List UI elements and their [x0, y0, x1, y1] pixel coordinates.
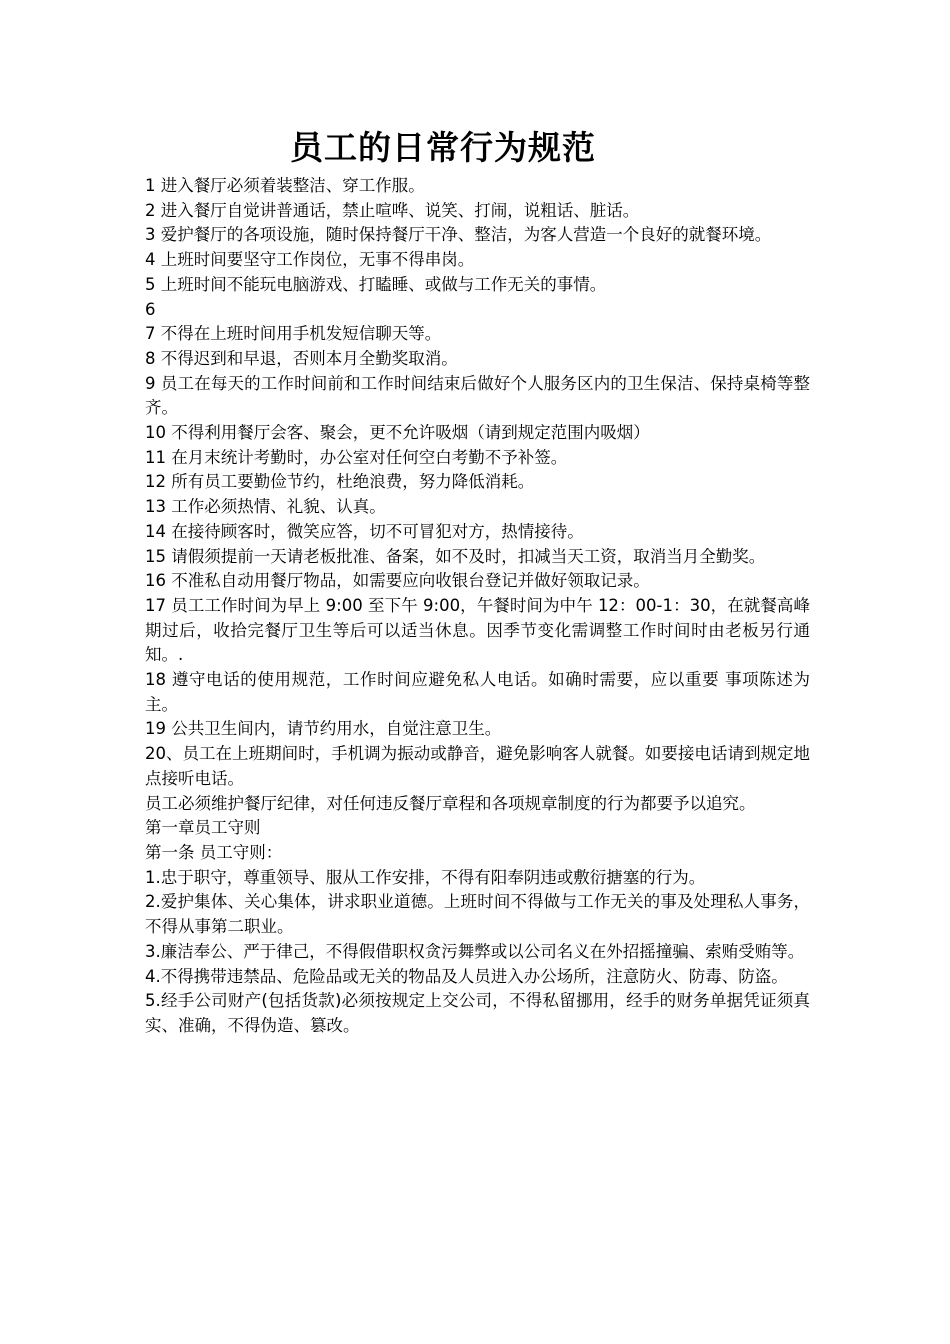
paragraph: 8 不得迟到和早退，否则本月全勤奖取消。 — [145, 348, 458, 368]
section-heading: 第一章员工守则 — [145, 818, 261, 838]
paragraph: 19 公共卫生间内，请节约用水，自觉注意卫生。 — [145, 719, 502, 739]
paragraph: 4.不得携带违禁品、危险品或无关的物品及人员进入办公场所，注意防火、防毒、防盗。 — [145, 966, 788, 986]
paragraph: 15 请假须提前一天请老板批准、备案，如不及时，扣减当天工资，取消当月全勤奖。 — [145, 546, 766, 566]
article-heading: 第一条 员工守则： — [145, 842, 283, 862]
paragraph: 5.经手公司财产(包括货款)必须按规定上交公司，不得私留挪用，经手的财务单据凭证须真实、准确，不得伪造、篡改。 — [145, 991, 810, 1035]
document-body — [145, 174, 810, 1039]
paragraph: 11 在月末统计考勤时，办公室对任何空白考勤不予补签。 — [145, 447, 568, 467]
paragraph: 3 爱护餐厅的各项设施，随时保持餐厅干净、整洁，为客人营造一个良好的就餐环境。 — [145, 225, 772, 245]
paragraph: 17 员工工作时间为早上 9:00 至下午 9:00，午餐时间为中午 12：00-1：30，在就餐高峰期过后，收拾完餐厅卫生等后可以适当休息。因季节变化需调整工作时间时由老板另行通知。. — [145, 595, 810, 665]
paragraph: 18 遵守电话的使用规范，工作时间应避免私人电话。如确时需要，应以重要 事项陈述为主。 — [145, 670, 810, 714]
paragraph: 12 所有员工要勤俭节约，杜绝浪费，努力降低消耗。 — [145, 472, 535, 492]
paragraph: 员工必须维护餐厅纪律，对任何违反餐厅章程和各项规章制度的行为都要予以追究。 — [145, 793, 756, 813]
paragraph: 1 进入餐厅必须着装整洁、穿工作服。 — [145, 176, 425, 195]
paragraph: 9 员工在每天的工作时间前和工作时间结束后做好个人服务区内的卫生保洁、保持桌椅等整齐。 — [145, 373, 810, 418]
paragraph: 1.忠于职守，尊重领导、服从工作安排，不得有阳奉阴违或敷衍搪塞的行为。 — [145, 867, 706, 887]
document-title: 员工的日常行为规范 — [290, 128, 596, 167]
paragraph: 6 — [145, 299, 156, 319]
paragraph: 2.爱护集体、关心集体，讲求职业道德。上班时间不得做与工作无关的事及处理私人事务，不得从事第二职业。 — [145, 892, 810, 937]
paragraph: 13 工作必须热情、礼貌、认真。 — [145, 497, 386, 517]
paragraph: 14 在接待顾客时，微笑应答，切不可冒犯对方，热情接待。 — [145, 521, 584, 541]
paragraph: 16 不准私自动用餐厅物品，如需要应向收银台登记并做好领取记录。 — [145, 571, 650, 591]
paragraph: 3.廉洁奉公、严于律己，不得假借职权贪污舞弊或以公司名义在外招摇撞骗、索贿受贿等。 — [145, 941, 805, 961]
paragraph: 4 上班时间要坚守工作岗位，无事不得串岗。 — [145, 250, 475, 270]
paragraph: 10 不得利用餐厅会客、聚会，更不允许吸烟（请到规定范围内吸烟） — [145, 423, 650, 443]
paragraph: 5 上班时间不能玩电脑游戏、打瞌睡、或做与工作无关的事情。 — [145, 274, 607, 294]
paragraph: 2 进入餐厅自觉讲普通话，禁止喧哗、说笑、打闹，说粗话、脏话。 — [145, 200, 640, 220]
paragraph: 20、员工在上班期间时，手机调为振动或静音，避免影响客人就餐。如要接电话请到规定地点接听电话。 — [145, 744, 810, 788]
paragraph: 7 不得在上班时间用手机发短信聊天等。 — [145, 324, 442, 344]
